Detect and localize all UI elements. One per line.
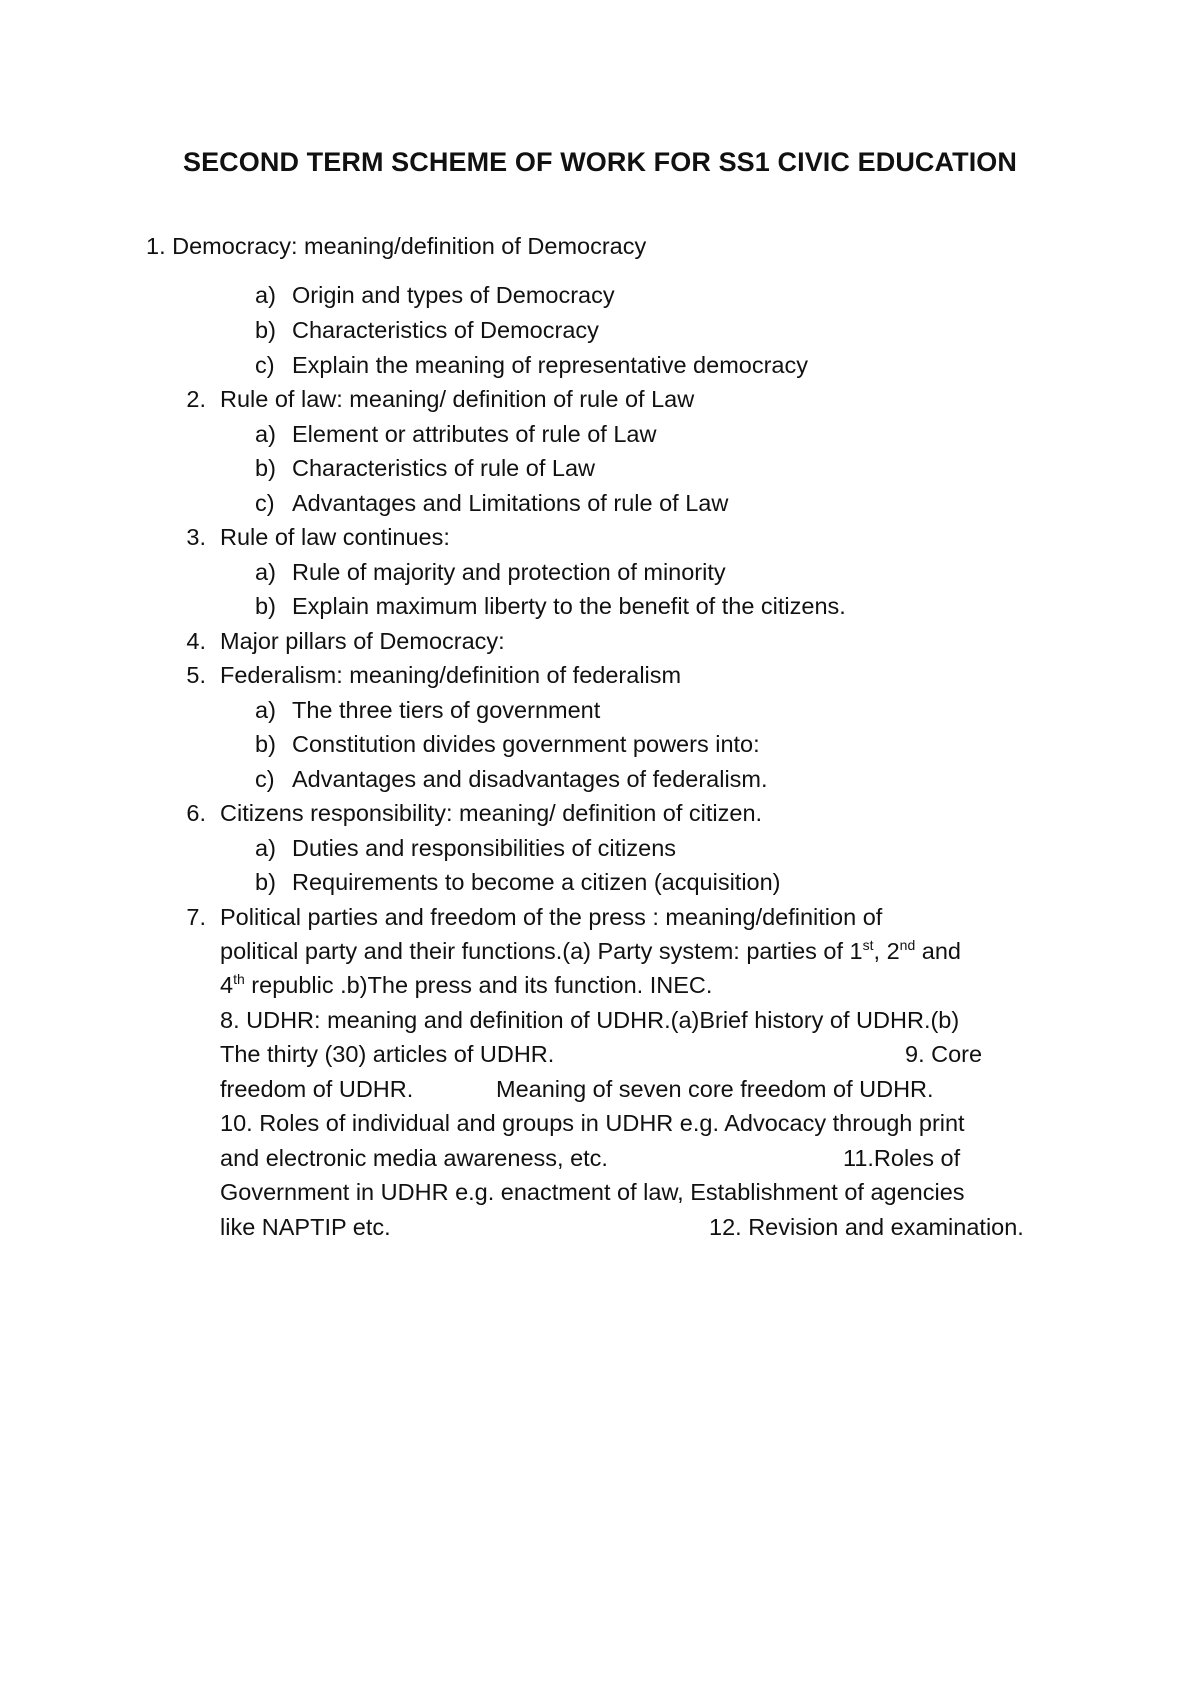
para-line-3-left: freedom of UDHR. bbox=[220, 1076, 414, 1102]
para-line-3-right: Meaning of seven core freedom of UDHR. bbox=[496, 1076, 934, 1102]
para-line-7-right: 12. Revision and examination. bbox=[709, 1214, 1024, 1240]
item-5-sub-b-text: Constitution divides government powers into: bbox=[292, 731, 760, 757]
item-5-number: 5. bbox=[186, 662, 206, 688]
item-5-sub-b-letter: b) bbox=[255, 731, 276, 757]
item-7-line-3-b: republic .b)The press and its function. INEC. bbox=[244, 972, 713, 998]
sup-st: st bbox=[862, 937, 874, 954]
sup-th: th bbox=[233, 971, 245, 988]
item-7-line-2-b: , 2 bbox=[873, 938, 900, 964]
item-2-sub-c-text: Advantages and Limitations of rule of Law bbox=[292, 490, 729, 516]
item-6-sub-b-letter: b) bbox=[255, 869, 276, 895]
item-1-sub-a-letter: a) bbox=[255, 282, 276, 308]
para-line-7-left: like NAPTIP etc. bbox=[220, 1214, 391, 1240]
item-5-sub-c-letter: c) bbox=[255, 766, 275, 792]
item-1-sub-b-letter: b) bbox=[255, 317, 276, 343]
item-6-sub-b-text: Requirements to become a citizen (acquisition) bbox=[292, 869, 781, 895]
item-5-sub-a-letter: a) bbox=[255, 697, 276, 723]
item-1-sub-b-text: Characteristics of Democracy bbox=[292, 317, 599, 343]
item-7-line-1: Political parties and freedom of the press : meaning/definition of bbox=[220, 904, 883, 930]
item-1-sub-c-text: Explain the meaning of representative democracy bbox=[292, 352, 808, 378]
item-2-sub-b-letter: b) bbox=[255, 455, 276, 481]
item-6-number: 6. bbox=[186, 800, 206, 826]
item-3-sub-b-letter: b) bbox=[255, 593, 276, 619]
item-1-sub-a-text: Origin and types of Democracy bbox=[292, 282, 615, 308]
item-5-heading: Federalism: meaning/definition of federalism bbox=[220, 662, 682, 688]
page-title: SECOND TERM SCHEME OF WORK FOR SS1 CIVIC EDUCATION bbox=[182, 147, 1018, 177]
item-7-line-3 bbox=[220, 972, 712, 999]
item-6-heading: Citizens responsibility: meaning/ definition of citizen. bbox=[220, 800, 763, 826]
item-7-line-2 bbox=[220, 938, 961, 965]
item-6-sub-a-letter: a) bbox=[255, 835, 276, 861]
item-5-sub-a-text: The three tiers of government bbox=[292, 697, 601, 723]
para-line-1: 8. UDHR: meaning and definition of UDHR.(a)Brief history of UDHR.(b) bbox=[220, 1007, 960, 1033]
item-7-line-2-c: and bbox=[915, 938, 961, 964]
item-7-number: 7. bbox=[186, 904, 206, 930]
item-1-heading: 1. Democracy: meaning/definition of Democracy bbox=[146, 233, 647, 259]
item-2-heading: Rule of law: meaning/ definition of rule of Law bbox=[220, 386, 695, 412]
item-1-sub-c-letter: c) bbox=[255, 352, 275, 378]
item-3-number: 3. bbox=[186, 524, 206, 550]
sup-nd: nd bbox=[899, 937, 916, 954]
para-line-4: 10. Roles of individual and groups in UDHR e.g. Advocacy through print bbox=[220, 1110, 965, 1136]
para-line-5-right: 11.Roles of bbox=[843, 1145, 961, 1171]
item-2-sub-a-letter: a) bbox=[255, 421, 276, 447]
para-line-5-left: and electronic media awareness, etc. bbox=[220, 1145, 608, 1171]
item-3-sub-b-text: Explain maximum liberty to the benefit of the citizens. bbox=[292, 593, 846, 619]
item-3-sub-a-letter: a) bbox=[255, 559, 276, 585]
item-2-sub-a-text: Element or attributes of rule of Law bbox=[292, 421, 657, 447]
item-2-number: 2. bbox=[186, 386, 206, 412]
para-line-6: Government in UDHR e.g. enactment of law, Establishment of agencies bbox=[220, 1179, 965, 1205]
item-7-line-2-a: political party and their functions.(a) Party system: parties of 1 bbox=[220, 938, 863, 964]
item-3-heading: Rule of law continues: bbox=[220, 524, 450, 550]
item-5-sub-c-text: Advantages and disadvantages of federalism. bbox=[292, 766, 768, 792]
item-2-sub-c-letter: c) bbox=[255, 490, 275, 516]
item-4-number: 4. bbox=[186, 628, 206, 654]
item-7-line-3-a: 4 bbox=[220, 972, 234, 998]
item-3-sub-a-text: Rule of majority and protection of minority bbox=[292, 559, 726, 585]
item-2-sub-b-text: Characteristics of rule of Law bbox=[292, 455, 596, 481]
para-line-2-left: The thirty (30) articles of UDHR. bbox=[220, 1041, 555, 1067]
para-line-2-right: 9. Core bbox=[905, 1041, 983, 1067]
item-6-sub-a-text: Duties and responsibilities of citizens bbox=[292, 835, 677, 861]
item-4-heading: Major pillars of Democracy: bbox=[220, 628, 505, 654]
